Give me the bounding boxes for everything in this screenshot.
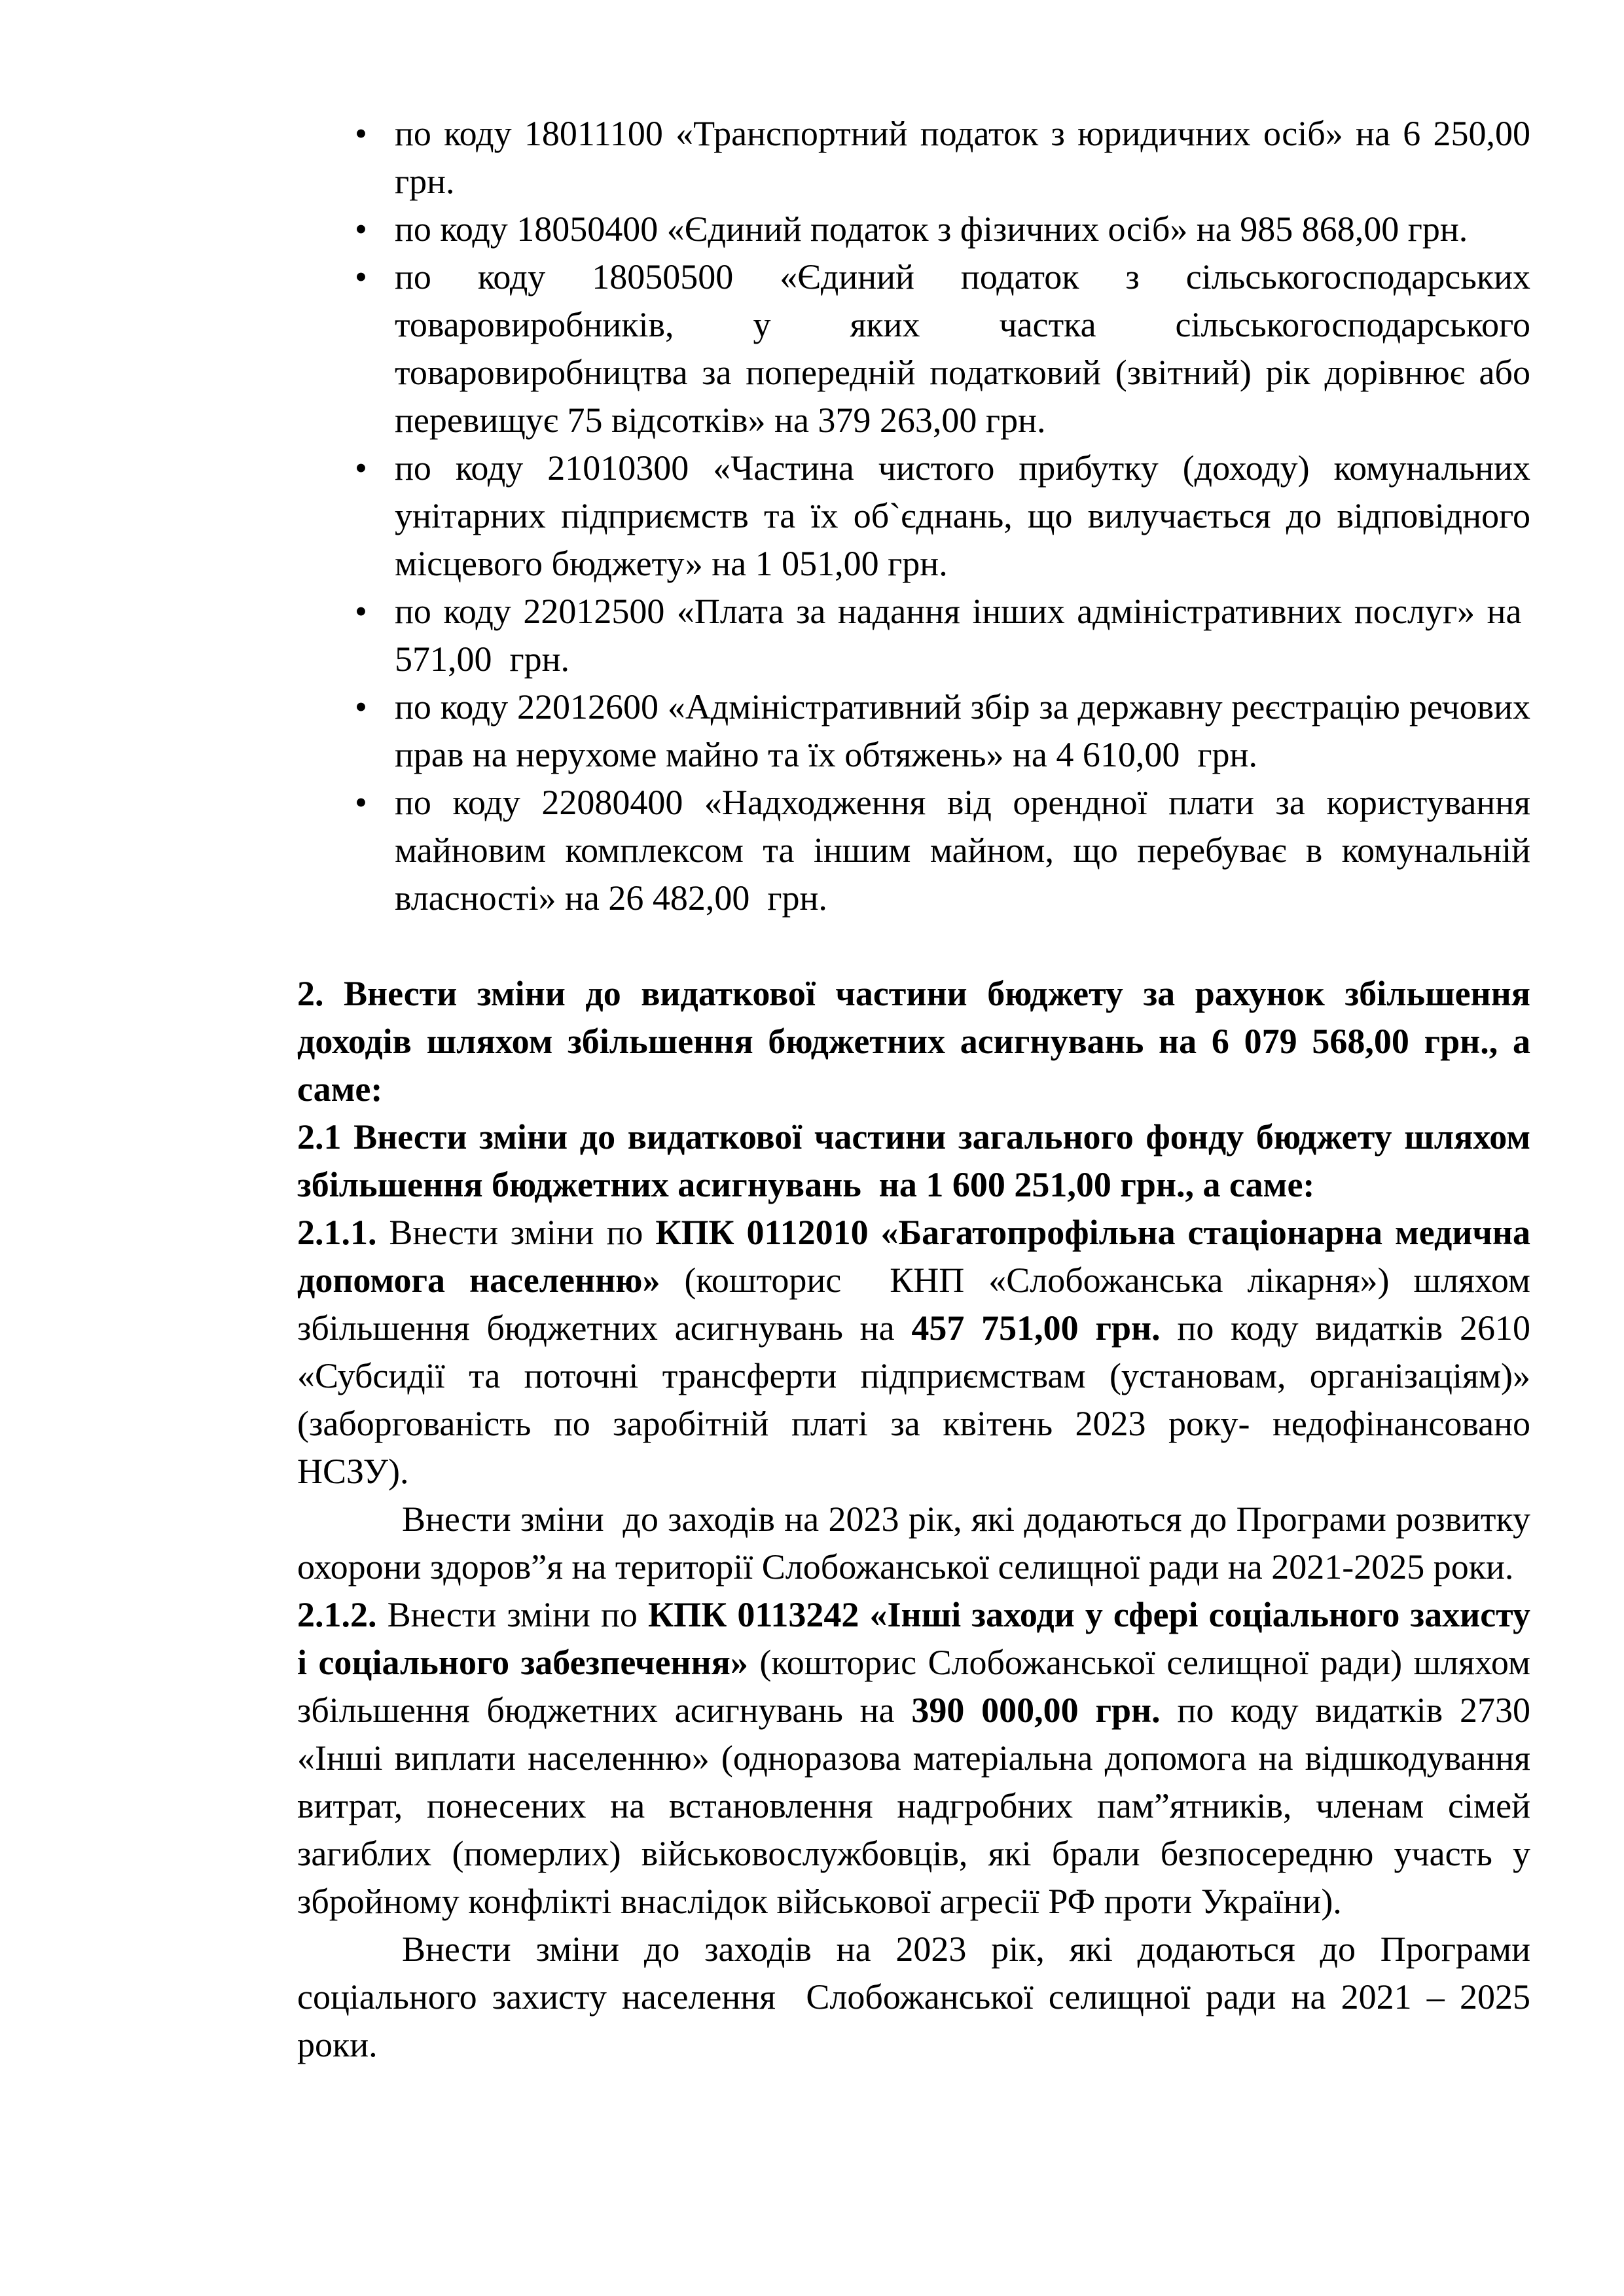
revenue-code-text: по коду 21010300 «Частина чистого прибутку (доходу) комунальних унітарних підприємств та їх об`єднань, що вилучається до відповідного місцевого бюджету» на 1 051,00 грн. [395, 448, 1530, 583]
paragraph-text: Внести зміни до заходів на 2023 рік, які додаються до Програми розвитку охорони здоров”я на території Слобожанської селищної ради на 2021-2025 роки. [297, 1499, 1530, 1587]
revenue-code-text: по коду 18011100 «Транспортний податок з юридичних осіб» на 6 250,00 грн. [395, 114, 1530, 201]
revenue-code-text: по коду 18050400 «Єдиний податок з фізичних осіб» на 985 868,00 грн. [395, 209, 1468, 249]
revenue-code-item [297, 206, 1530, 253]
para-2 [297, 970, 1530, 1113]
revenue-code-item [297, 253, 1530, 444]
paragraph-text-bold: 457 751,00 грн. [911, 1308, 1161, 1348]
para-2-1 [297, 1113, 1530, 1209]
paragraph-text-bold: 2.1 Внести зміни до видаткової частини загального фонду бюджету шляхом збільшення бюджетних асигнувань на 1 600 251,00 грн., а саме: [297, 1117, 1530, 1204]
revenue-code-text: по коду 18050500 «Єдиний податок з сільськогосподарських товаровиробників, у яких частка сільськогосподарського товаровиробництва за попередній податковий (звітний) рік дорівнює або перевищує 75 відсотків» на 379 263,00 грн. [395, 257, 1530, 440]
revenue-code-item [297, 444, 1530, 588]
paragraph-text-bold: 2.1.1. [297, 1213, 377, 1252]
paragraph-text: (кошторис Слобожанської селищної ради) шляхом збільшення бюджетних асигнувань на [297, 1643, 1530, 1730]
bullet-icon: • [355, 209, 367, 249]
bullet-icon: • [355, 687, 367, 726]
paragraph-text-bold: КПК 0112010 «Багатопрофільна стаціонарна медична допомога населенню» [297, 1213, 1530, 1300]
revenue-code-text: по коду 22080400 «Надходження від орендної плати за користування майновим комплексом та іншим майном, що перебуває в комунальній власності» на 26 482,00 грн. [395, 783, 1530, 918]
revenue-code-item [297, 779, 1530, 922]
paragraph-text: по коду видатків 2730 «Інші виплати населенню» (одноразова матеріальна допомога на відшкодування витрат, понесених на встановлення надгробних пам”ятників, членам сімей загиблих (померлих) військовослужбовців, які брали безпосередню участь у збройному конфлікті внаслідок військової агресії РФ проти України). [297, 1691, 1530, 1921]
bullet-icon: • [355, 257, 367, 296]
bullet-icon: • [355, 783, 367, 822]
revenue-code-item [297, 683, 1530, 779]
paragraph-text: (кошторис КНП «Слобожанська лікарня») шляхом збільшення бюджетних асигнувань на [297, 1261, 1530, 1348]
revenue-codes-list [297, 110, 1530, 922]
revenue-code-text: по коду 22012600 «Адміністративний збір за державну реєстрацію речових прав на нерухоме майно та їх обтяжень» на 4 610,00 грн. [395, 687, 1530, 774]
revenue-code-item [297, 588, 1530, 683]
revenue-code-text: по коду 22012500 «Плата за надання інших адміністративних послуг» на 571,00 грн. [395, 592, 1530, 679]
paragraph-text-bold: 2. Внести зміни до видаткової частини бюджету за рахунок збільшення доходів шляхом збільшення бюджетних асигнувань на 6 079 568,00 грн., а саме: [297, 974, 1530, 1109]
para-program-social [297, 1926, 1530, 2069]
paragraph-text: Внести зміни до заходів на 2023 рік, які додаються до Програми соціального захисту населення Слобожанської селищної ради на 2021 – 2025 роки. [297, 1929, 1530, 2064]
revenue-code-item [297, 110, 1530, 206]
paragraph-text: Внести зміни по [376, 1213, 656, 1252]
paragraph-text: Внести зміни по [376, 1595, 648, 1634]
para-2-1-2 [297, 1591, 1530, 1926]
bullet-icon: • [355, 448, 367, 488]
paragraph-text-bold: 2.1.2. [297, 1595, 377, 1634]
paragraph-text-bold: 390 000,00 грн. [911, 1691, 1161, 1730]
amendment-paragraphs [297, 970, 1530, 2069]
paragraph-text: по коду видатків 2610 «Субсидії та поточні трансферти підприємствам (установам, організаціям)» (заборгованість по заробітній платі за квітень 2023 року- недофінансовано НСЗУ). [297, 1308, 1530, 1491]
paragraph-text-bold: КПК 0113242 «Інші заходи у сфері соціального захисту і соціального забезпечення» [297, 1595, 1530, 1682]
document-content [297, 110, 1530, 2069]
para-2-1-1 [297, 1209, 1530, 1496]
bullet-icon: • [355, 592, 367, 631]
para-program-health [297, 1496, 1530, 1591]
bullet-icon: • [355, 114, 367, 153]
